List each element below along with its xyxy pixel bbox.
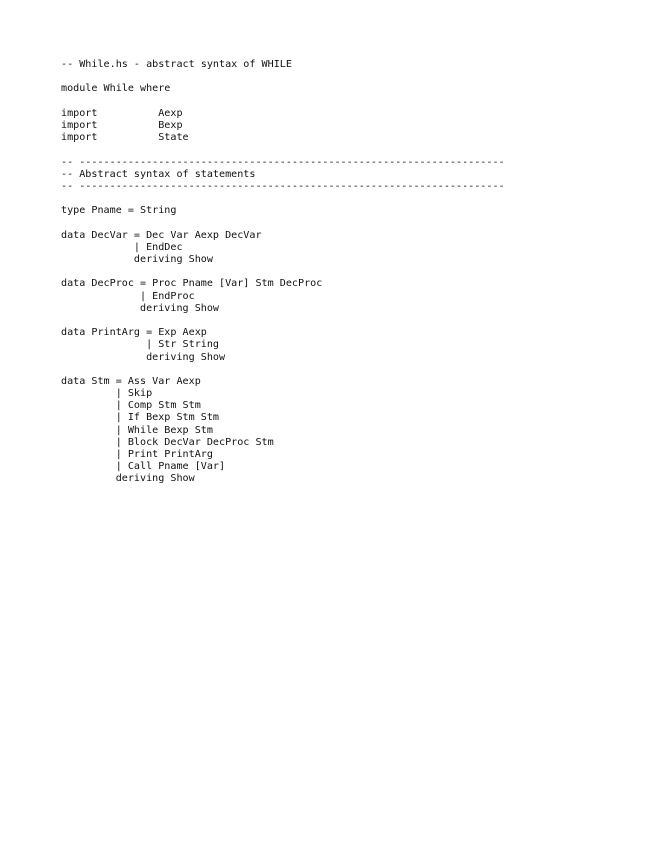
code-line: data DecProc = Proc Pname [Var] Stm DecProc [61, 278, 323, 290]
code-line [61, 217, 505, 229]
code-line: deriving Show [61, 302, 220, 314]
code-line: deriving Show [61, 351, 226, 363]
code-line: -- Abstract syntax of statements [61, 168, 256, 180]
code-line: | EndDec [61, 241, 183, 253]
source-code [61, 59, 505, 486]
code-line: -- ---------------------------------------------------------------------- [61, 180, 505, 192]
code-line: -- ---------------------------------------------------------------------- [61, 156, 505, 168]
code-line: | Call Pname [Var] [61, 461, 226, 473]
code-line: | Block DecVar DecProc Stm [61, 436, 274, 448]
code-line [61, 315, 505, 327]
code-line: | Skip [61, 388, 153, 400]
code-line: import Bexp [61, 119, 183, 131]
code-line: deriving Show [61, 473, 195, 485]
code-line: data Stm = Ass Var Aexp [61, 375, 201, 387]
code-line [61, 96, 505, 108]
code-line: import State [61, 132, 189, 144]
code-line: type Pname = String [61, 205, 177, 217]
code-line: -- While.hs - abstract syntax of WHILE [61, 59, 292, 70]
code-line: | While Bexp Stm [61, 424, 213, 436]
code-line [61, 193, 505, 205]
code-line: | Print PrintArg [61, 449, 213, 460]
code-line: deriving Show [61, 254, 213, 265]
code-line: data PrintArg = Exp Aexp [61, 327, 207, 339]
code-line: | Comp Stm Stm [61, 400, 201, 412]
code-line: | If Bexp Stm Stm [61, 412, 220, 424]
code-line: | Str String [61, 339, 220, 351]
code-line: data DecVar = Dec Var Aexp DecVar [61, 229, 262, 241]
code-line: module While where [61, 83, 171, 95]
code-line [61, 144, 505, 156]
code-line: | EndProc [61, 290, 195, 302]
code-line: import Aexp [61, 107, 183, 119]
code-line [61, 266, 505, 278]
code-line [61, 364, 505, 376]
code-line [61, 71, 505, 83]
